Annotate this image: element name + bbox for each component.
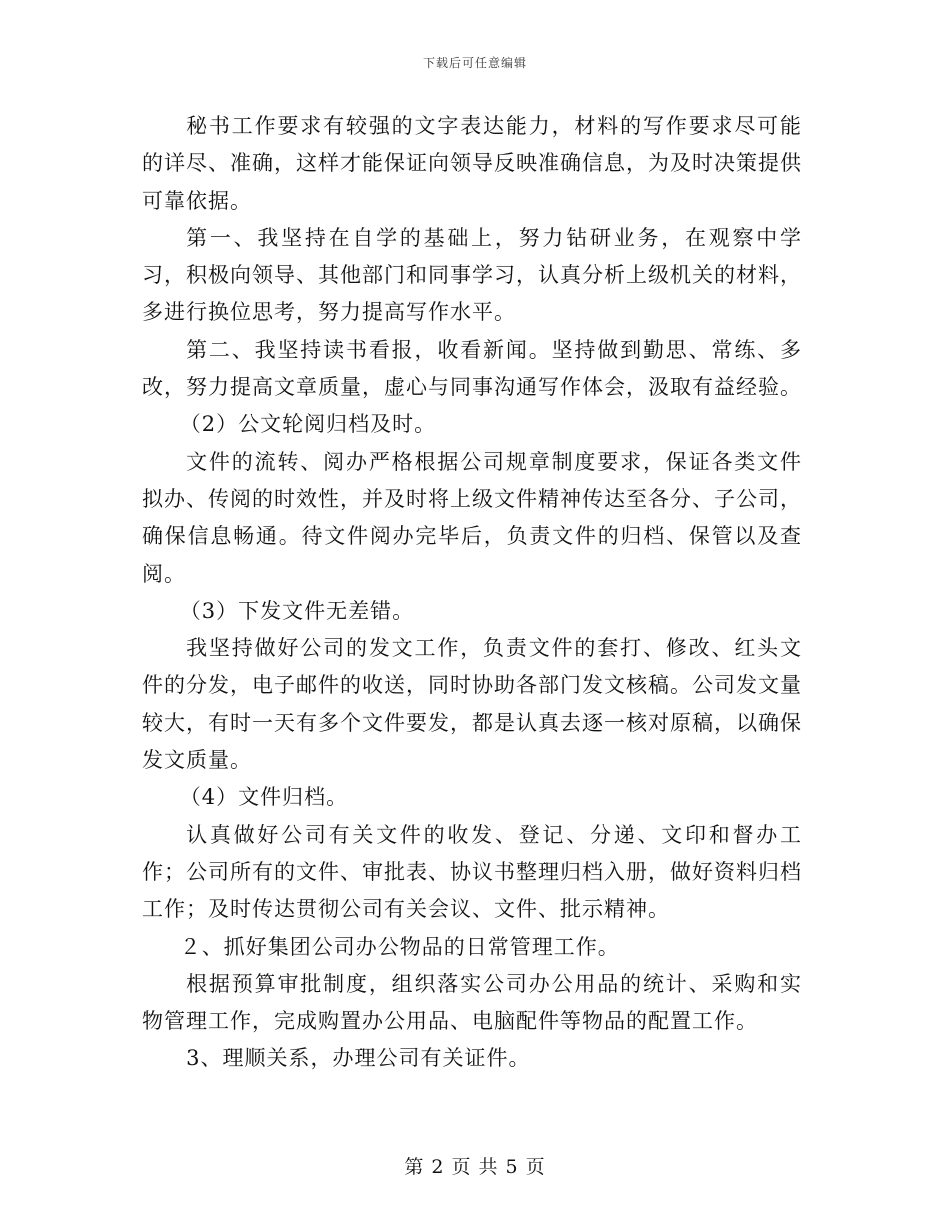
section-heading: （4）文件归档。 [179,785,349,810]
document-body [142,108,802,1078]
paragraph: 第二、我坚持读书看报，收看新闻。坚持做到勤思、常练、多改，努力提高文章质量，虚心与同事沟通写作体会，汲取有益经验。 [142,337,802,400]
paragraph: 文件的流转、阅办严格根据公司规章制度要求，保证各类文件拟办、传阅的时效性，并及时将上级文件精神传达至各分、子公司，确保信息畅通。待文件阅办完毕后，负责文件的归档、保管以及查阅。 [142,449,802,586]
page-number: 第 2 页 共 5 页 [404,1156,546,1178]
page-header: 下载后可任意编辑 [422,56,527,70]
section-heading: ２、抓好集团公司办公物品的日常管理工作。 [179,934,620,959]
section-heading: （3）下发文件无差错。 [179,598,415,623]
paragraph: 根据预算审批制度，组织落实公司办公用品的统计、采购和实物管理工作，完成购置办公用品、电脑配件等物品的配置工作。 [142,971,802,1034]
paragraph: 我坚持做好公司的发文工作，负责文件的套打、修改、红头文件的分发，电子邮件的收送，同时协助各部门发文核稿。公司发文量较大，有时一天有多个文件要发，都是认真去逐一核对原稿，以确保发文质量。 [142,636,802,773]
paragraph: 秘书工作要求有较强的文字表达能力，材料的写作要求尽可能的详尽、准确，这样才能保证向领导反映准确信息，为及时决策提供可靠依据。 [142,114,802,213]
section-heading: 3、理顺关系，办理公司有关证件。 [186,1046,531,1071]
paragraph: 第一、我坚持在自学的基础上，努力钻研业务，在观察中学习，积极向领导、其他部门和同事学习，认真分析上级机关的材料，多进行换位思考，努力提高写作水平。 [142,225,802,325]
paragraph: 认真做好公司有关文件的收发、登记、分递、文印和督办工作；公司所有的文件、审批表、协议书整理归档入册，做好资料归档工作；及时传达贯彻公司有关会议、文件、批示精神。 [142,822,802,922]
section-heading: （2）公文轮阅归档及时。 [179,412,437,437]
